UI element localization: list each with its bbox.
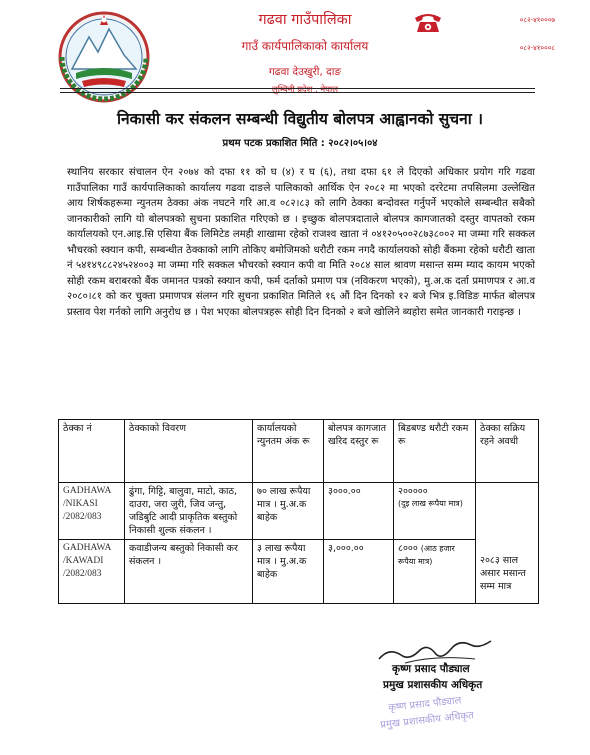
bid-bond [394, 483, 476, 540]
header-description: ठेक्काको विवरण [125, 420, 253, 483]
bid-bond [394, 540, 476, 604]
contract-code: GADHAWA /NIKASI /2082/083 [59, 483, 125, 540]
signatory-title: प्रमुख प्रशासकीय अधिकृत [383, 679, 483, 691]
tender-table [58, 419, 539, 604]
table-header-row [59, 420, 539, 483]
phone-number-1: ०८२-४१०००७ [519, 16, 555, 24]
bid-bond-amount: २००००० [398, 486, 428, 497]
min-amount: ७० लाख रूपैया मात्र । मु.अ.क बाहेक [253, 483, 324, 540]
header-divider-thin [60, 92, 535, 93]
office-line-2: गाउँ कार्यपालिकाको कार्यालय [241, 39, 369, 53]
notice-title: निकासी कर संकलन सम्बन्धी विद्युतीय बोलपत्र आह्वानको सुचना । [117, 110, 483, 128]
table-row [59, 483, 539, 540]
header-validity: ठेक्का सक्रिय रहने अवधी [476, 420, 539, 483]
publish-date: प्रथम पटक प्रकाशित मिति : २०८२।०५।०४ [222, 138, 378, 149]
doc-fee: ३०००.०० [324, 483, 394, 540]
min-amount: ३ लाख रूपैया मात्र । मु.अ.क बाहेक [253, 540, 324, 604]
bid-bond-words: (दुइ लाख रूपैया मात्र) [398, 499, 463, 508]
stamp-line-1: कृष्ण प्रसाद पौड्याल [387, 695, 462, 714]
table-row [59, 540, 539, 604]
validity-period: २०८३ साल असार मसान्त सम्म मात्र [476, 483, 539, 604]
header-divider [60, 88, 535, 89]
header-bid-bond: बिडबण्ड धरौटी रकम रू [394, 420, 476, 483]
bid-bond-amount: ८००० [398, 543, 418, 554]
signatory-name: कृष्ण प्रसाद पौड्याल [392, 663, 470, 675]
header-contract-no: ठेक्का नं [59, 420, 125, 483]
bid-bond-words: (आठ हजार रूपैया मात्र) [398, 544, 455, 566]
office-header [205, 8, 405, 96]
office-name: गढवा गाउँपालिका [258, 12, 352, 28]
header-doc-fee: बोलपत्र कागजात खरिद दस्तुर रू [324, 420, 394, 483]
header-min-amount: कार्यालयको न्युनतम अंक रू [253, 420, 324, 483]
contract-code: GADHAWA /KAWADI /2082/083 [59, 540, 125, 604]
office-province: लुम्बिनी प्रदेश , नेपाल [272, 85, 338, 95]
doc-fee: ३,०००.०० [324, 540, 394, 604]
contract-description: कवाडीजन्य बस्तुको निकासी कर संकलन । [125, 540, 253, 604]
telephone-icon [413, 10, 443, 34]
phone-number-2: ०८२-४१०००८ [519, 44, 555, 52]
contract-description: ढुंगा, गिट्टि, बालुवा, माटो, काठ, दाउरा, जरा जुरी, जिव जन्तु, जडिबुटि आदी प्राकृतिक बस्तुको निकासी शुल्क संकलन । [125, 483, 253, 540]
notice-body: स्थानिय सरकार संचालन ऐन २०७४ को दफा ११ को घ (४) र घ (६), तथा दफा ६१ ले दिएको अधिकार प्रयोग गरि गढवा गाउँपालिका गाउँ कार्यपालिकाको कार्यालय गढवा दाङले पालिकाको आर्थिक ऐन २०८२ मा भएको दररेटमा तपसिलमा उल्लेखित आय शिर्षकहरूमा न्युनतम ठेक्का अंक नघटने गरि आ.व ०८२।८३ को लागि ठेक्का बन्दोवस्त गर्नुपर्ने भएकोले सम्बन्धीत सबैको जानकारीको लागि यो बोलपत्रको सुचना प्रकाशित गरिएको छ । इच्छुक बोलपत्रदाताले बोलपत्र कागजातको दस्तुर वापतको रकम कार्यालयको एन.आइ.सि एसिया बैंक लिमिटेड लमही शाखामा रहेको राजश्व खाता नं ०४१२०५००२८७३८००२ मा जम्मा गरि सक्कल भौचरको स्क्यान कपी, सम्बन्धीत ठेक्काको लागि तोकिए बमोजिमको धरौटी रकम नगदै कार्यालयको सोही बैंकमा रहेको धरौटी खाता नं ५४१४९८८२४५२४००३ मा जम्मा गरि सक्कल भौचरको स्क्यान कपी वा मिति २०८४ साल श्रावण मसान्त सम्म म्याद कायम भएको सोही रकम बराबरको बैंक जमानत पत्रको स्क्यान कपी, फर्म दर्ताको प्रमाण पत्र (नविकरण भएको), मु.अ.क दर्ता प्रमाणपत्र र आ.व २०८०।८१ को कर चुक्ता प्रमाणपत्र संलग्न गरि सुचना प्रकाशित मितिले १६ औं दिन दिनको १२ बजे भित्र इ.विडिङ मार्फत बोलपत्र प्रस्ताव पेश गर्नको लागि अनुरोध छ । पेश भएका बोलपत्रहरू सोही दिन दिनको २ बजे खोलिने ब्यहोरा समेत जानकारी गराइन्छ । [67, 167, 535, 318]
office-address: गढवा देउखुरी, दाङ [268, 66, 342, 78]
stamp-line-2: प्रमुख प्रशासकीय अधिकृत [379, 710, 475, 731]
